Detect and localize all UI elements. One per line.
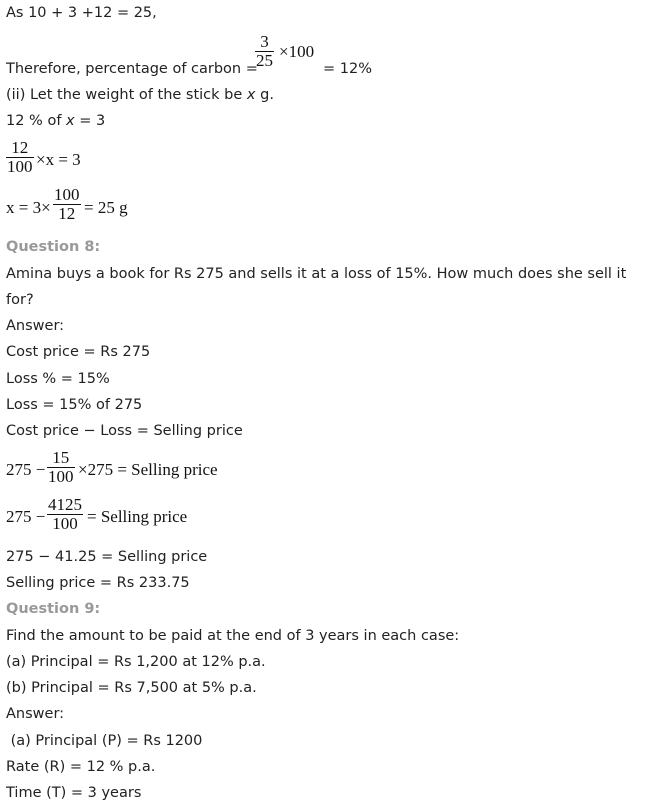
question-heading: Question 8:: [6, 239, 101, 255]
variable: x: [66, 113, 75, 129]
text-line: Loss = 15% of 275: [6, 397, 143, 413]
numerator: 100: [54, 185, 80, 204]
text-line: 275 − 41.25 = Selling price: [6, 549, 208, 565]
denominator: 25: [256, 51, 273, 70]
fraction: [47, 449, 75, 486]
math-text: = 25 g: [84, 198, 128, 217]
text-line: [6, 112, 105, 130]
text-line: Cost price − Loss = Selling price: [6, 423, 243, 439]
numerator: 12: [11, 138, 29, 157]
numerator: 15: [52, 448, 70, 467]
question-heading: Question 9:: [6, 601, 101, 617]
text-line: Selling price = Rs 233.75: [6, 575, 190, 591]
text-line: (b) Principal = Rs 7,500 at 5% p.a.: [6, 680, 257, 696]
text: (ii) Let the weight of the stick be: [6, 87, 247, 103]
text: = 3: [74, 113, 106, 129]
text-line: Therefore, percentage of carbon =: [6, 61, 258, 77]
math-text: ×100: [279, 42, 315, 61]
text-line: [6, 86, 274, 104]
text-line: for?: [6, 292, 34, 308]
fraction: [255, 33, 274, 70]
fraction: [47, 496, 83, 533]
math-text: ×275 = Selling price: [78, 460, 218, 479]
numerator: 4125: [48, 495, 82, 514]
math-text: 275 −: [6, 507, 46, 526]
text-line: Loss % = 15%: [6, 371, 110, 387]
text-line: (a) Principal (P) = Rs 1200: [6, 733, 203, 749]
text: g.: [255, 87, 274, 103]
math-text: 275 −: [6, 460, 46, 479]
math-text: x = 3×: [6, 198, 51, 217]
text-line: Time (T) = 3 years: [6, 785, 142, 801]
text-line: Rate (R) = 12 % p.a.: [6, 759, 156, 775]
fraction: [53, 186, 81, 223]
text: 12 % of: [6, 113, 67, 129]
denominator: 100: [48, 467, 74, 486]
answer-label: Answer:: [6, 318, 65, 334]
text-line: = 12%: [323, 61, 372, 77]
text-line: As 10 + 3 +12 = 25,: [6, 5, 157, 21]
answer-label: Answer:: [6, 706, 65, 722]
denominator: 12: [53, 204, 81, 223]
numerator: 3: [260, 32, 269, 51]
variable: x: [246, 87, 256, 103]
denominator: 100: [47, 514, 83, 533]
denominator: 100: [7, 157, 33, 176]
fraction: [6, 139, 34, 176]
math-text: = Selling price: [87, 507, 188, 526]
text-line: Find the amount to be paid at the end of 3 years in each case:: [6, 628, 460, 644]
math-text: ×x = 3: [36, 150, 81, 169]
text-line: Amina buys a book for Rs 275 and sells it at a loss of 15%. How much does she sell it: [6, 266, 627, 282]
text-line: (a) Principal = Rs 1,200 at 12% p.a.: [6, 654, 266, 670]
text-line: Cost price = Rs 275: [6, 344, 151, 360]
